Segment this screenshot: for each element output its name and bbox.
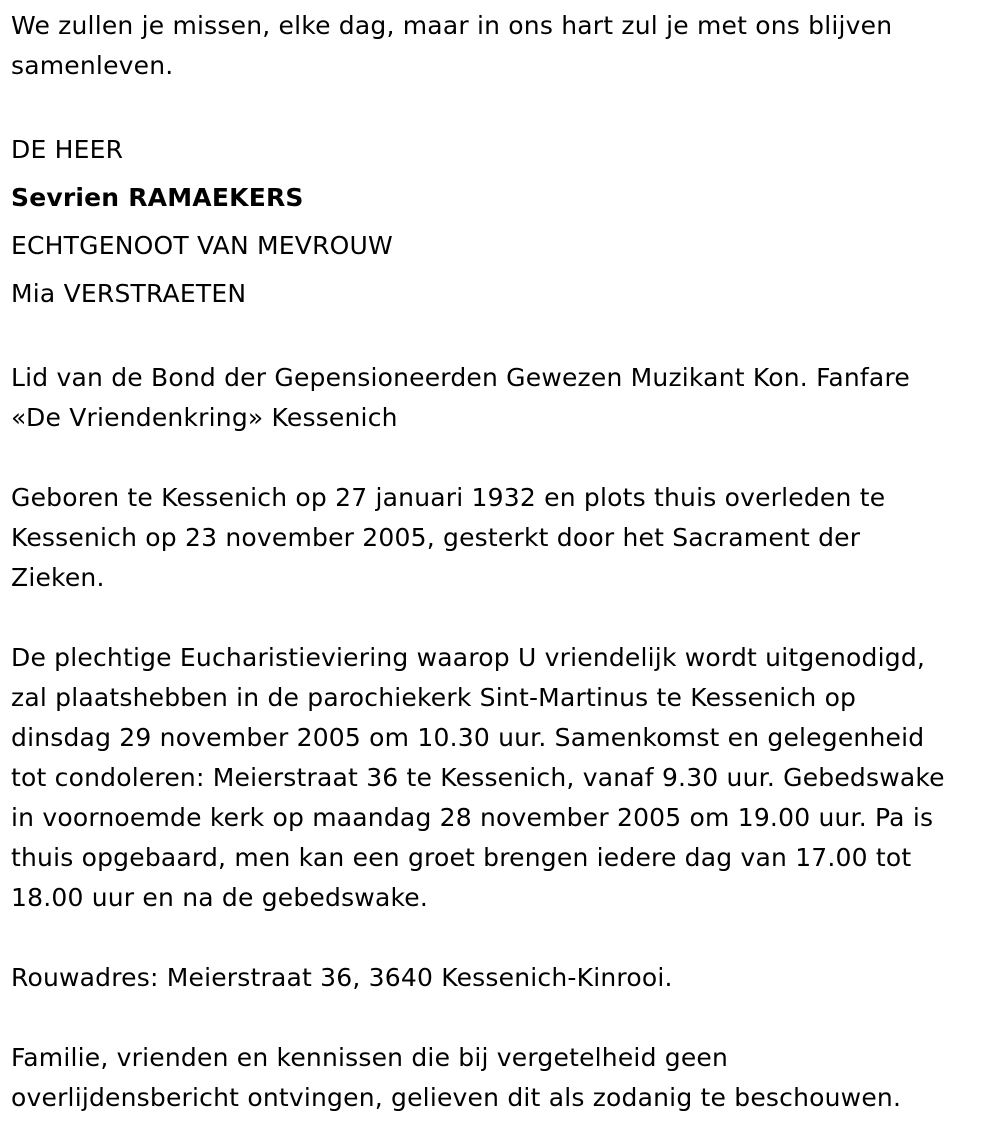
birth-death-line: Kessenich op 23 november 2005, gesterkt door het Sacrament der: [11, 523, 861, 552]
spouse-name: Mia VERSTRAETEN: [11, 279, 247, 308]
deceased-name: Sevrien RAMAEKERS: [11, 183, 304, 212]
membership-paragraph: [11, 358, 991, 438]
closing-line: Familie, vrienden en kennissen die bij vergetelheid geen: [11, 1043, 729, 1072]
intro-paragraph: [11, 6, 991, 86]
birth-death-paragraph: [11, 478, 991, 598]
ceremony-line: tot condoleren: Meierstraat 36 te Kessenich, vanaf 9.30 uur. Gebedswake: [11, 763, 945, 792]
paragraph-gap: [11, 598, 991, 638]
closing-paragraph: [11, 1038, 991, 1118]
birth-death-line: Zieken.: [11, 563, 105, 592]
ceremony-line: De plechtige Eucharistieviering waarop U vriendelijk wordt uitgenodigd,: [11, 643, 926, 672]
ceremony-line: 18.00 uur en na de gebedswake.: [11, 883, 428, 912]
ceremony-line: dinsdag 29 november 2005 om 10.30 uur. Samenkomst en gelegenheid: [11, 723, 925, 752]
address-line: Rouwadres: Meierstraat 36, 3640 Kessenich-Kinrooi.: [11, 963, 673, 992]
spouse-label: ECHTGENOOT VAN MEVROUW: [11, 231, 393, 260]
paragraph-gap: [11, 998, 991, 1038]
paragraph-gap: [11, 438, 991, 478]
deceased-block: [11, 126, 991, 318]
ceremony-line: zal plaatshebben in de parochiekerk Sint-Martinus te Kessenich op: [11, 683, 857, 712]
membership-line: «De Vriendenkring» Kessenich: [11, 403, 398, 432]
membership-line: Lid van de Bond der Gepensioneerden Gewezen Muzikant Kon. Fanfare: [11, 363, 910, 392]
paragraph-gap: [11, 918, 991, 958]
closing-line: overlijdensbericht ontvingen, gelieven dit als zodanig te beschouwen.: [11, 1083, 902, 1112]
ceremony-paragraph: [11, 638, 991, 918]
paragraph-gap: [11, 86, 991, 126]
birth-death-line: Geboren te Kessenich op 27 januari 1932 en plots thuis overleden te: [11, 483, 886, 512]
deceased-title: DE HEER: [11, 135, 124, 164]
paragraph-gap: [11, 318, 991, 358]
address-paragraph: [11, 958, 991, 998]
intro-line: We zullen je missen, elke dag, maar in ons hart zul je met ons blijven: [11, 11, 893, 40]
ceremony-line: in voornoemde kerk op maandag 28 november 2005 om 19.00 uur. Pa is: [11, 803, 934, 832]
intro-line: samenleven.: [11, 51, 174, 80]
ceremony-line: thuis opgebaard, men kan een groet brengen iedere dag van 17.00 tot: [11, 843, 912, 872]
obituary-document: [11, 6, 991, 1118]
